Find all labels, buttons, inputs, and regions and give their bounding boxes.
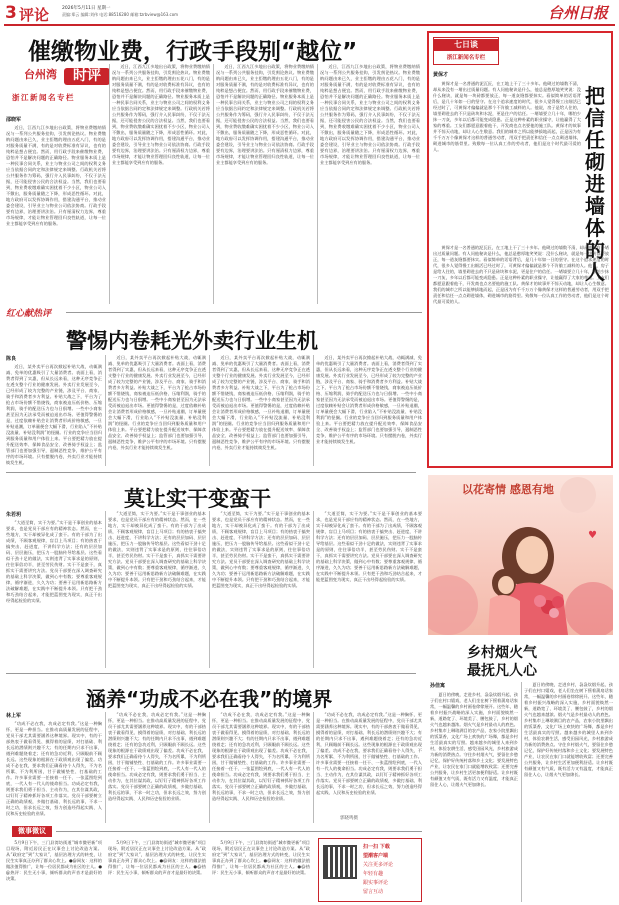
illustration-mother-child: [428, 475, 613, 635]
qr-label-5: 跟实事评论: [363, 880, 389, 886]
weibo-body: 5月9日下午，三门县湾坊街道“城市微更新”项目现场，附近居民正在议事会上讨论改造方案。从“政府定”到“大家议”，基层治理方式的转变，让民生实事真正办到了群众心坎上。●@网友：这样的做法值得推广，让每一位居民都成为社区的主人。●@热评：民生无小事，倾听群众的声音才是最好的决策。: [6, 840, 102, 881]
article3-body-continued-2: “大道至简，实干为要。”实干是干事创业的基本要求，也是党员干部应有的精神状态。然而，在一些地方，实干却被异化成了蛮干。有的干部为了出成绩，不顾客观规律，盲目上马项目；有的热衷于搞突击、赶进度，不讲科学方法；还有的层层加码、层层施压，把压力一股脑传导给基层。这些看似干劲十足的做法，实则违背了实事求是的原则，往往事倍功半，甚至劳民伤财。实干不是蛮干，真抓实干需要讲究方法。党员干部要在深入调查研究的基础上科学决策，做到心中有数；要尊重客观规律，循序渐进，久久为功；要善于运用新思路新方法破解难题，在实践中不断提升本领。只有把干劲和巧劲结合起来，才能把蓝图变为现实，真正干出经得起检验的实绩。: [212, 511, 310, 588]
headline-takeout-involution: 警惕内卷耗光外卖行业生机: [66, 329, 318, 353]
masthead: [0, 0, 619, 30]
headline-village-line1: 乡村烟火气: [467, 645, 537, 661]
sidebar-box: [427, 31, 613, 468]
article2-author: 陈良: [6, 356, 17, 362]
article4-body-continued-3: “功成不必在我，功成必定有我。”这是一种胸怀，更是一种担当。在推动高质量发展的征程中，党员干部尤其需要涵养这种境界。现实中，有的干部热衷于做看得见、摸得着的显绩，对打基础、利长远的潜绩则兴趣不大；有的任期内只求不出事，遇到难题绕着走；还有的急功近利，只顾眼前不顾长远。这些现象的根源在于政绩观出现了偏差。功成不必在我，要求我们正确看待个人得失，不为名所累、不为利所困，甘于做铺垫性、打基础的工作。许多事业需要一任接着一任干、一张蓝图绘到底，一代人有一代人的使命担当。功成必定有我，则要求我们勇于担当、主动作为，在其位谋其政，以钉钉子精神抓好各项工作落实。党员干部要树立正确的政绩观，多做打基础、利长远的事，不求一时之功，但求长远之效，努力创造经得起实践、人民和历史检验的业绩。: [316, 712, 422, 795]
qr-label-1: 扫一扫 下载: [363, 844, 390, 850]
issue-date: 2026年5月11日 星期一: [62, 6, 111, 11]
divider: [105, 355, 106, 466]
article1-body: 近日，江西九江多地出台政策，将物业费缴纳情况与一系列公共服务挂钩，引发舆论热议。物业费缴纳问题由来已久，业主拒缴的理由五花八门，有的是对服务质量不满，有的是对收费标准有异议，也有的纯粹是想占便宜。然而，用行政手段来催缴物业费，恐怕并不是解决问题的正确路径。物业服务本质上是一种民事合同关系，业主与物业公司之间的权利义务应当依据合同约定和法律规定来调整。行政机关若将公共服务作为筹码，强行介入民事纠纷，不仅于法无据，还可能侵害公民的合法权益。当然，我们也要看到，物业费收缴难确实困扰着不少小区，物业公司入不敷出，服务质量随之下降，形成恶性循环。对此，地方政府可以发挥协调作用，搭建沟通平台，推动业委会建设，引导业主与物业公司依法协商。行政手段要有边界，治理要讲法治。只有厘清权力边界，尊重市场规律，才能让物业管理回归良性轨道，让每一位业主都能享受到应有的服务。: [6, 125, 106, 226]
article4-body-col3: [212, 712, 310, 823]
weibo-body-col3: [212, 840, 310, 902]
article4-body-continued-2: “功成不必在我，功成必定有我。”这是一种胸怀，更是一种担当。在推动高质量发展的征程中，党员干部尤其需要涵养这种境界。现实中，有的干部热衷于做看得见、摸得着的显绩，对打基础、利长远的潜绩则兴趣不大；有的任期内只求不出事，遇到难题绕着走；还有的急功近利，只顾眼前不顾长远。这些现象的根源在于政绩观出现了偏差。功成不必在我，要求我们正确看待个人得失，不为名所累、不为利所困，甘于做铺垫性、打基础的工作。许多事业需要一任接着一任干、一张蓝图绘到底，一代人有一代人的使命担当。功成必定有我，则要求我们勇于担当、主动作为，在其位谋其政，以钉钉子精神抓好各项工作落实。党员干部要树立正确的政绩观，多做打基础、利长远的事，不求一时之功，但求长远之效，努力创造经得起实践、人民和历史检验的业绩。: [212, 712, 310, 801]
divider: [521, 682, 522, 902]
column-logo-mid: [64, 68, 110, 85]
article2-body-col4: [316, 355, 422, 466]
section-title: 评论: [19, 6, 50, 24]
column-logo-taizhouwan: [6, 64, 112, 104]
qr-code-box: [318, 838, 422, 902]
article5-body-continued: 夏日的傍晚，走进乡村，袅袅炊烟升起，孩子们在村口嬉戏，老人们坐在树下摇着蒲扇话家常，一幅温馨的乡村画卷徐徐展开。这些年，随着乡村振兴战略的深入实施，乡村面貌焕然一新，道路宽了、环境美了、腰包鼓了，乡村的烟火气也越来越浓。烟火气是乡村最动人的底色。乡村集市上琳琅满目的农产品，农家小院里飘出的饭菜香，文化广场上欢快的广场舞，都是乡村生活最真实的写照。越来越多的城里人来到乡村，体验农耕生活，感受田园风光，乡村旅游成为新的消费热点。守住乡村烟火气，要留住乡愁记忆，保护好传统村落和乡土文化；要发展特色产业，让农民在家门口就能增收致富；还要完善公共服务，让乡村生活更加便利舒适。让乡村既有颜值又有气质，既有活力又有温度，才能真正留住人心，让烟火气更加绵长。: [524, 682, 613, 777]
article2-body-col1: [6, 364, 102, 466]
heart-icon: ♥: [588, 530, 597, 541]
article1-author: 邵晓军: [6, 117, 22, 123]
sidebar-tag-sub: 浙江新闻名专栏: [446, 55, 486, 61]
weibo-rule: [56, 831, 422, 832]
article4-author: 林上军: [6, 713, 22, 719]
qr-label-4: 年轻有趣: [363, 871, 384, 877]
newspaper-logo: 台州日报: [548, 4, 609, 22]
divider: [209, 712, 210, 823]
article2-body-continued-2: 近日，某外卖平台再次掀起补贴大战，动辄满减、免单的优惠吸引了大量消费者。表面上看，消费者得到了实惠，但从长远来看，这种无序竞争正在透支整个行业的健康发展。外卖行业发展至今，已经形成了较为完整的产业链，涉及平台、商家、骑手和消费者多方利益。补贴大战之下，平台为了抢占市场份额不惜烧钱，商家被迫压低价格、压缩利润，骑手的配送压力也与日俱增。一些中小商家甚至因为无法承受而被迫退出市场。更值得警惕的是，过度依赖补贴会让消费者形成价格敏感，一旦补贴退潮，订单量便会大幅下滑，行业陷入“不补贴没流量、补贴没利润”的怪圈。行业的竞争应当回归到服务质量和用户体验上来。平台要把精力放在提升配送效率、保障食品安全、改善骑手权益上；监管部门也要加强引导，遏制恶性竞争，维护公平有序的市场环境。只有摆脱内卷，外卖行业才能持续焕发生机。: [212, 355, 310, 450]
article3-body-continued: “大道至简，实干为要。”实干是干事创业的基本要求，也是党员干部应有的精神状态。然而，在一些地方，实干却被异化成了蛮干。有的干部为了出成绩，不顾客观规律，盲目上马项目；有的热衷于搞突击、赶进度，不讲科学方法；还有的层层加码、层层施压，把压力一股脑传导给基层。这些看似干劲十足的做法，实则违背了实事求是的原则，往往事倍功半，甚至劳民伤财。实干不是蛮干，真抓实干需要讲究方法。党员干部要在深入调查研究的基础上科学决策，做到心中有数；要尊重客观规律，循序渐进，久久为功；要善于运用新思路新方法破解难题，在实践中不断提升本领。只有把干劲和巧劲结合起来，才能把蓝图变为现实，真正干出经得起检验的实绩。: [108, 511, 206, 588]
divider: [313, 712, 314, 823]
divider: [213, 64, 214, 304]
qr-label-3: 关注更多评论: [363, 862, 394, 868]
headline-village-line2: 最抚凡人心: [467, 663, 537, 679]
section-banner-label: 红心献热评: [6, 309, 52, 319]
qr-label-2: 望潮客户端: [363, 853, 389, 859]
column-logo-top: 台州湾: [24, 68, 57, 81]
sidebar-tag-top: 七日谈: [434, 39, 498, 51]
headline-achievement: 涵养“功成不必在我”的境界: [86, 687, 333, 711]
divider: [209, 355, 210, 466]
section-banner-rule: [66, 312, 422, 313]
photo-credit: 郭晓鸣摄: [340, 816, 358, 821]
sidebar-author: 黄保才: [433, 72, 449, 78]
article1-body-continued-2: 近日，江西九江多地出台政策，将物业费缴纳情况与一系列公共服务挂钩，引发舆论热议。物业费缴纳问题由来已久，业主拒缴的理由五花八门，有的是对服务质量不满，有的是对收费标准有异议，也有的纯粹是想占便宜。然而，用行政手段来催缴物业费，恐怕并不是解决问题的正确路径。物业服务本质上是一种民事合同关系，业主与物业公司之间的权利义务应当依据合同约定和法律规定来调整。行政机关若将公共服务作为筹码，强行介入民事纠纷，不仅于法无据，还可能侵害公民的合法权益。当然，我们也要看到，物业费收缴难确实困扰着不少小区，物业公司入不敷出，服务质量随之下降，形成恶性循环。对此，地方政府可以发挥协调作用，搭建沟通平台，推动业委会建设，引导业主与物业公司依法协商。行政手段要有边界，治理要讲法治。只有厘清权力边界，尊重市场规律，才能让物业管理回归良性轨道，让每一位业主都能享受到应有的服务。: [216, 64, 314, 165]
article1-body-continued: 近日，江西九江多地出台政策，将物业费缴纳情况与一系列公共服务挂钩，引发舆论热议。物业费缴纳问题由来已久，业主拒缴的理由五花八门，有的是对服务质量不满，有的是对收费标准有异议，也有的纯粹是想占便宜。然而，用行政手段来催缴物业费，恐怕并不是解决问题的正确路径。物业服务本质上是一种民事合同关系，业主与物业公司之间的权利义务应当依据合同约定和法律规定来调整。行政机关若将公共服务作为筹码，强行介入民事纠纷，不仅于法无据，还可能侵害公民的合法权益。当然，我们也要看到，物业费收缴难确实困扰着不少小区，物业公司入不敷出，服务质量随之下降，形成恶性循环。对此，地方政府可以发挥协调作用，搭建沟通平台，推动业委会建设，引导业主与物业公司依法协商。行政手段要有边界，治理要讲法治。只有厘清权力边界，尊重市场规律，才能让物业管理回归良性轨道，让每一位业主都能享受到应有的服务。: [112, 64, 210, 165]
article3-author: 朱若玥: [6, 512, 22, 518]
article5-body-col2: [524, 682, 613, 902]
article4-body-col1: [6, 721, 102, 823]
weibo-body-col2: [108, 840, 206, 902]
article1-body-col1: [6, 125, 106, 303]
headline-hard-work: 莫让实干变蛮干: [124, 487, 271, 511]
sidebar-body-lower: [433, 245, 609, 463]
weibo-label-text: 微事微议: [18, 827, 46, 835]
article2-body: 近日，某外卖平台再次掀起补贴大战，动辄满减、免单的优惠吸引了大量消费者。表面上看，消费者得到了实惠，但从长远来看，这种无序竞争正在透支整个行业的健康发展。外卖行业发展至今，已经形成了较为完整的产业链，涉及平台、商家、骑手和消费者多方利益。补贴大战之下，平台为了抢占市场份额不惜烧钱，商家被迫压低价格、压缩利润，骑手的配送压力也与日俱增。一些中小商家甚至因为无法承受而被迫退出市场。更值得警惕的是，过度依赖补贴会让消费者形成价格敏感，一旦补贴退潮，订单量便会大幅下滑，行业陷入“不补贴没流量、补贴没利润”的怪圈。行业的竞争应当回归到服务质量和用户体验上来。平台要把精力放在提升配送效率、保障食品安全、改善骑手权益上；监管部门也要加强引导，遏制恶性竞争，维护公平有序的市场环境。只有摆脱内卷，外卖行业才能持续焕发生机。: [6, 364, 102, 465]
sidebar-body-continued: 黄保才是一名普通的泥瓦匠，在工地上干了三十多年。他砌过的墙数不清，却从来没有一堵出过质量问题。有人问他秘诀是什么，他总是憨厚地笑笑说：没什么秘诀，就是每一块砖都要放正，每一道灰缝都要抹实。看似简单的话语背后，是几十年如一日的坚守。在这个追求速度的时代，很多人觉得慢工出细活已经过时了，可黄保才偏偏就是那个不肯偷工减料的人。他说，房子是给人住的，墙里砌进去的不只是砖块和水泥，更是住户的信任。一堵墙要立几十年，哪怕少抹一刀灰，多年以后都可能变成隐患。正是这种朴素的职业操守，让他赢得了大家的尊重。工友们都愿意跟着他干，开发商也点名要他的施工队。黄保才的故事并不惊天动地，却让人心生敬意。我们的城市之所以能够拔地而起，正是因为有千千万万个像黄保才这样的普通劳动者，用双手把责任和信任一点点砌进墙体，砌进城市的筋骨里。致敬每一位认真工作的劳动者，他们是这个时代最可爱的人。: [433, 245, 609, 304]
sidebar-tag: [433, 37, 499, 65]
article5-body-col1: [430, 692, 518, 902]
editor-info: 责编:郑云 编辑:刘伟 电话:88516280 邮箱:tzrbview@163.com: [62, 12, 179, 17]
divider: [313, 355, 314, 466]
article3-body-col4: [316, 511, 422, 668]
divider: [313, 511, 314, 668]
article3-body-continued-3: “大道至简，实干为要。”实干是干事创业的基本要求，也是党员干部应有的精神状态。然而，在一些地方，实干却被异化成了蛮干。有的干部为了出成绩，不顾客观规律，盲目上马项目；有的热衷于搞突击、赶进度，不讲科学方法；还有的层层加码、层层施压，把压力一股脑传导给基层。这些看似干劲十足的做法，实则违背了实事求是的原则，往往事倍功半，甚至劳民伤财。实干不是蛮干，真抓实干需要讲究方法。党员干部要在深入调查研究的基础上科学决策，做到心中有数；要尊重客观规律，循序渐进，久久为功；要善于运用新思路新方法破解难题，在实践中不断提升本领。只有把干劲和巧劲结合起来，才能把蓝图变为现实，真正干出经得起检验的实绩。: [316, 511, 422, 582]
page-number: 3: [5, 3, 17, 23]
section-banner-red-heart: [6, 306, 422, 320]
sidebar-body: 黄保才是一名普通的泥瓦匠，在工地上干了三十多年。他砌过的墙数不清，却从来没有一堵出过质量问题。有人问他秘诀是什么，他总是憨厚地笑笑说：没什么秘诀，就是每一块砖都要放正，每一道灰缝都要抹实。看似简单的话语背后，是几十年如一日的坚守。在这个追求速度的时代，很多人觉得慢工出细活已经过时了，可黄保才偏偏就是那个不肯偷工减料的人。他说，房子是给人住的，墙里砌进去的不只是砖块和水泥，更是住户的信任。一堵墙要立几十年，哪怕少抹一刀灰，多年以后都可能变成隐患。正是这种朴素的职业操守，让他赢得了大家的尊重。工友们都愿意跟着他干，开发商也点名要他的施工队。黄保才的故事并不惊天动地，却让人心生敬意。我们的城市之所以能够拔地而起，正是因为有千千万万个像黄保才这样的普通劳动者，用双手把责任和信任一点点砌进墙体，砌进城市的筋骨里。致敬每一位认真工作的劳动者，他们是这个时代最可爱的人。: [433, 81, 581, 152]
article1-body-col3: [216, 64, 314, 304]
flower-bouquet-icon: [428, 475, 613, 635]
article3-body-col2: [108, 511, 206, 668]
article3-body-col3: [212, 511, 310, 668]
article2-body-continued-3: 近日，某外卖平台再次掀起补贴大战，动辄满减、免单的优惠吸引了大量消费者。表面上看，消费者得到了实惠，但从长远来看，这种无序竞争正在透支整个行业的健康发展。外卖行业发展至今，已经形成了较为完整的产业链，涉及平台、商家、骑手和消费者多方利益。补贴大战之下，平台为了抢占市场份额不惜烧钱，商家被迫压低价格、压缩利润，骑手的配送压力也与日俱增。一些中小商家甚至因为无法承受而被迫退出市场。更值得警惕的是，过度依赖补贴会让消费者形成价格敏感，一旦补贴退潮，订单量便会大幅下滑，行业陷入“不补贴没流量、补贴没利润”的怪圈。行业的竞争应当回归到服务质量和用户体验上来。平台要把精力放在提升配送效率、保障食品安全、改善骑手权益上；监管部门也要加强引导，遏制恶性竞争，维护公平有序的市场环境。只有摆脱内卷，外卖行业才能持续焕发生机。: [316, 355, 422, 444]
article4-body-col2: [108, 712, 206, 823]
weibo-header: [6, 826, 422, 838]
article4-body-continued: “功成不必在我，功成必定有我。”这是一种胸怀，更是一种担当。在推动高质量发展的征程中，党员干部尤其需要涵养这种境界。现实中，有的干部热衷于做看得见、摸得着的显绩，对打基础、利长远的潜绩则兴趣不大；有的任期内只求不出事，遇到难题绕着走；还有的急功近利，只顾眼前不顾长远。这些现象的根源在于政绩观出现了偏差。功成不必在我，要求我们正确看待个人得失，不为名所累、不为利所困，甘于做铺垫性、打基础的工作。许多事业需要一任接着一任干、一张蓝图绘到底，一代人有一代人的使命担当。功成必定有我，则要求我们勇于担当、主动作为，在其位谋其政，以钉钉子精神抓好各项工作落实。党员干部要树立正确的政绩观，多做打基础、利长远的事，不求一时之功，但求长远之效，努力创造经得起实践、人民和历史检验的业绩。: [108, 712, 206, 801]
article2-body-col3: [212, 355, 310, 466]
headline-property-fee: 催缴物业费，行政手段别“越位”: [28, 39, 358, 65]
article4-body-col4: [316, 712, 422, 823]
divider: [209, 511, 210, 668]
sidebar-body-upper: [433, 81, 581, 241]
article3-body: “大道至简，实干为要。”实干是干事创业的基本要求，也是党员干部应有的精神状态。然而，在一些地方，实干却被异化成了蛮干。有的干部为了出成绩，不顾客观规律，盲目上马项目；有的热衷于搞突击、赶进度，不讲科学方法；还有的层层加码、层层施压，把压力一股脑传导给基层。这些看似干劲十足的做法，实则违背了实事求是的原则，往往事倍功半，甚至劳民伤财。实干不是蛮干，真抓实干需要讲究方法。党员干部要在深入调查研究的基础上科学决策，做到心中有数；要尊重客观规律，循序渐进，久久为功；要善于运用新思路新方法破解难题，在实践中不断提升本领。只有把干劲和巧劲结合起来，才能把蓝图变为现实，真正干出经得起检验的实绩。: [6, 520, 102, 603]
weibo-body-continued-2: 5月9日下午，三门县湾坊街道“城市微更新”项目现场，附近居民正在议事会上讨论改造方案。从“政府定”到“大家议”，基层治理方式的转变，让民生实事真正办到了群众心坎上。●@网友：这样的做法值得推广，让每一位居民都成为社区的主人。●@热评：民生无小事，倾听群众的声音才是最好的决策。: [212, 840, 310, 875]
masthead-rule: [4, 24, 615, 26]
article1-body-col2: [112, 64, 210, 304]
weibo-body-continued: 5月9日下午，三门县湾坊街道“城市微更新”项目现场，附近居民正在议事会上讨论改造方案。从“政府定”到“大家议”，基层治理方式的转变，让民生实事真正办到了群众心坎上。●@网友：这样的做法值得推广，让每一位居民都成为社区的主人。●@热评：民生无小事，倾听群众的声音才是最好的决策。: [108, 840, 206, 875]
illustration-caption: 以花寄情 感恩有地: [462, 483, 554, 496]
column-logo-sub: 浙江新闻名专栏: [12, 93, 75, 102]
article2-body-continued: 近日，某外卖平台再次掀起补贴大战，动辄满减、免单的优惠吸引了大量消费者。表面上看，消费者得到了实惠，但从长远来看，这种无序竞争正在透支整个行业的健康发展。外卖行业发展至今，已经形成了较为完整的产业链，涉及平台、商家、骑手和消费者多方利益。补贴大战之下，平台为了抢占市场份额不惜烧钱，商家被迫压低价格、压缩利润，骑手的配送压力也与日俱增。一些中小商家甚至因为无法承受而被迫退出市场。更值得警惕的是，过度依赖补贴会让消费者形成价格敏感，一旦补贴退潮，订单量便会大幅下滑，行业陷入“不补贴没流量、补贴没利润”的怪圈。行业的竞争应当回归到服务质量和用户体验上来。平台要把精力放在提升配送效率、保障食品安全、改善骑手权益上；监管部门也要加强引导，遏制恶性竞争，维护公平有序的市场环境。只有摆脱内卷，外卖行业才能持续焕发生机。: [108, 355, 206, 450]
divider: [105, 712, 106, 823]
article1-body-col4: [320, 64, 420, 304]
divider: [109, 64, 110, 304]
divider: [317, 64, 318, 304]
article4-body: “功成不必在我，功成必定有我。”这是一种胸怀，更是一种担当。在推动高质量发展的征程中，党员干部尤其需要涵养这种境界。现实中，有的干部热衷于做看得见、摸得着的显绩，对打基础、利长远的潜绩则兴趣不大；有的任期内只求不出事，遇到难题绕着走；还有的急功近利，只顾眼前不顾长远。这些现象的根源在于政绩观出现了偏差。功成不必在我，要求我们正确看待个人得失，不为名所累、不为利所困，甘于做铺垫性、打基础的工作。许多事业需要一任接着一任干、一张蓝图绘到底，一代人有一代人的使命担当。功成必定有我，则要求我们勇于担当、主动作为，在其位谋其政，以钉钉子精神抓好各项工作落实。党员干部要树立正确的政绩观，多做打基础、利长远的事，不求一时之功，但求长远之效，努力创造经得起实践、人民和历史检验的业绩。: [6, 721, 102, 816]
qr-code-icon[interactable]: [323, 845, 357, 879]
sidebar-headline-text: 把信任砌进墙体的人: [585, 84, 605, 284]
section-rule: [6, 673, 416, 674]
divider: [105, 511, 106, 668]
weibo-body-col1: [6, 840, 102, 902]
article3-body-col1: [6, 520, 102, 668]
weibo-label: [12, 826, 52, 837]
column-logo-mid-text: 时评: [73, 68, 101, 84]
article2-body-col2: [108, 355, 206, 466]
qr-label-6: 留言互动: [363, 889, 384, 895]
article1-body-continued-3: 近日，江西九江多地出台政策，将物业费缴纳情况与一系列公共服务挂钩，引发舆论热议。物业费缴纳问题由来已久，业主拒缴的理由五花八门，有的是对服务质量不满，有的是对收费标准有异议，也有的纯粹是想占便宜。然而，用行政手段来催缴物业费，恐怕并不是解决问题的正确路径。物业服务本质上是一种民事合同关系，业主与物业公司之间的权利义务应当依据合同约定和法律规定来调整。行政机关若将公共服务作为筹码，强行介入民事纠纷，不仅于法无据，还可能侵害公民的合法权益。当然，我们也要看到，物业费收缴难确实困扰着不少小区，物业公司入不敷出，服务质量随之下降，形成恶性循环。对此，地方政府可以发挥协调作用，搭建沟通平台，推动业委会建设，引导业主与物业公司依法协商。行政手段要有边界，治理要讲法治。只有厘清权力边界，尊重市场规律，才能让物业管理回归良性轨道，让每一位业主都能享受到应有的服务。: [320, 64, 420, 165]
section-rule: [6, 472, 416, 473]
article5-body: 夏日的傍晚，走进乡村，袅袅炊烟升起，孩子们在村口嬉戏，老人们坐在树下摇着蒲扇话家常，一幅温馨的乡村画卷徐徐展开。这些年，随着乡村振兴战略的深入实施，乡村面貌焕然一新，道路宽了、环境美了、腰包鼓了，乡村的烟火气也越来越浓。烟火气是乡村最动人的底色。乡村集市上琳琅满目的农产品，农家小院里飘出的饭菜香，文化广场上欢快的广场舞，都是乡村生活最真实的写照。越来越多的城里人来到乡村，体验农耕生活，感受田园风光，乡村旅游成为新的消费热点。守住乡村烟火气，要留住乡愁记忆，保护好传统村落和乡土文化；要发展特色产业，让农民在家门口就能增收致富；还要完善公共服务，让乡村生活更加便利舒适。让乡村既有颜值又有气质，既有活力又有温度，才能真正留住人心，让烟火气更加绵长。: [430, 692, 518, 787]
article5-author: 孙佳寓: [430, 683, 446, 689]
